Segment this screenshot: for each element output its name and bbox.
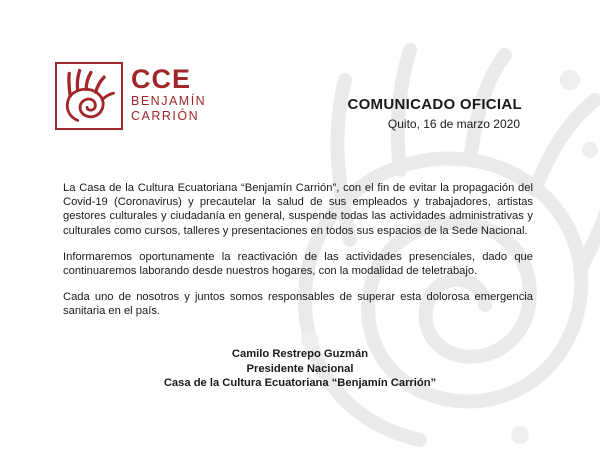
body-paragraph-3: Cada uno de nosotros y juntos somos responsables de superar esta dolorosa emergencia sanitaria en el país. [63, 291, 533, 318]
signatory-name: Camilo Restrepo Guzmán [231, 348, 369, 360]
logo-acronym: CCE [131, 64, 192, 94]
document-title: COMUNICADO OFICIAL [347, 96, 522, 113]
body-paragraph-1: La Casa de la Cultura Ecuatoriana “Benjamín Carrión”, con el fin de evitar la propagación del Covid-19 (Coronavirus) y precautelar la salud de sus empleados y trabajadores, artistas gestores culturales y ciudadanía en general, suspende todas las actividades administrativas y culturales como cursos, talleres y presentaciones en todos sus espacios de la Sede Nacional. [63, 182, 533, 237]
document-date: Quito, 16 de marzo 2020 [387, 117, 520, 131]
hand-spiral-logo-icon [55, 62, 123, 130]
cce-logo [55, 62, 205, 130]
signatory-institution: Casa de la Cultura Ecuatoriana “Benjamín Carrión” [163, 377, 437, 389]
logo-name-line1: BENJAMÍN [131, 94, 207, 108]
logo-name-line2: CARRIÓN [131, 109, 200, 123]
logo-wordmark [131, 64, 206, 124]
body-paragraph-2: Informaremos oportunamente la reactivación de las actividades presenciales, dado que continuaremos laborando desde nuestros hogares, con la modalidad de teletrabajo. [63, 250, 533, 278]
signature-block [0, 347, 600, 391]
signatory-role: Presidente Nacional [246, 362, 354, 375]
document-body [63, 181, 533, 331]
